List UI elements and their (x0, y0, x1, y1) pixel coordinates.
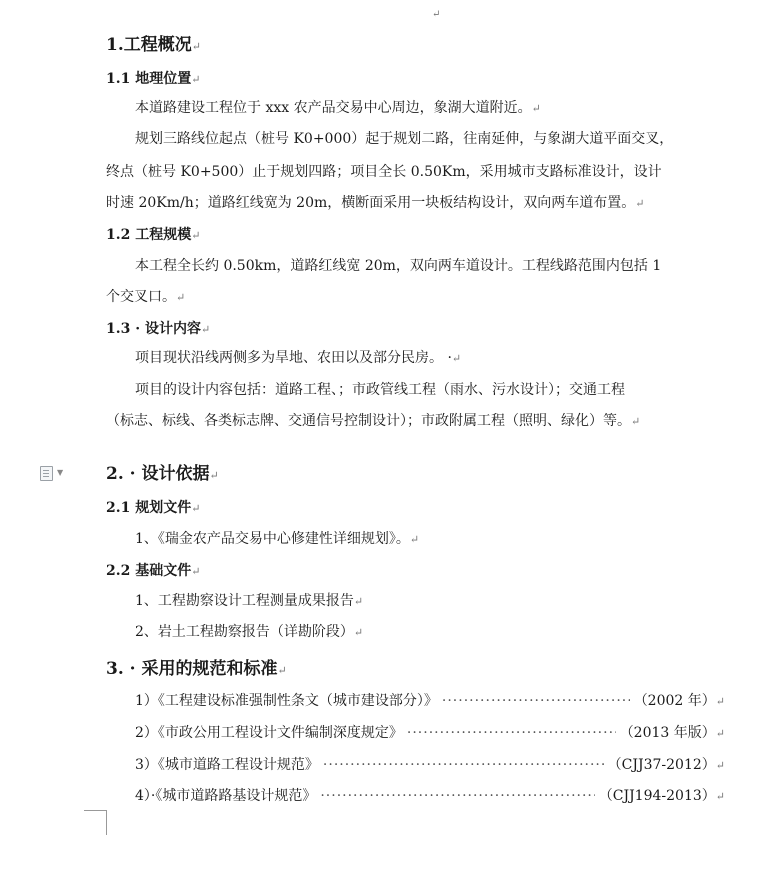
document-icon[interactable] (40, 466, 53, 481)
paragraph: 终点（桩号 K0+500）止于规划四路；项目全长 0.50Km，采用城市支路标准设计，设计 (106, 164, 662, 180)
list-item: 1、工程勘察设计工程测量成果报告↵ (135, 593, 364, 609)
paragraph: 本工程全长约 0.50km，道路红线宽 20m，双向两车道设计。工程线路范围内包括 1 (135, 258, 662, 274)
page-corner-mark (84, 810, 107, 835)
list-item: 2、岩土工程勘察报告（详勘阶段）↵ (135, 624, 364, 640)
heading-2-2: 2.2 基础文件↵ (106, 563, 201, 579)
paragraph: （标志、标线、各类标志牌、交通信号控制设计）；市政附属工程（照明、绿化）等。↵ (106, 413, 641, 429)
paragraph: 项目现状沿线两侧多为旱地、农田以及部分民房。 ·↵ (135, 350, 462, 366)
paragraph-mark-icon: ↵ (432, 9, 441, 20)
paragraph: 个交叉口。↵ (106, 289, 186, 305)
paragraph: 规划三路线位起点（桩号 K0+000）起于规划二路，往南延伸，与象湖大道平面交叉， (135, 131, 674, 147)
heading-1-2: 1.2 工程规模↵ (106, 227, 201, 243)
standard-item: 2）《市政公用工程设计文件编制深度规定》 ····· （2013 年版） ↵ (135, 722, 725, 742)
heading-1: 1.工程概况↵ (106, 35, 201, 55)
heading-3: 3. · 采用的规范和标准↵ (106, 659, 287, 679)
heading-2-1: 2.1 规划文件↵ (106, 500, 201, 516)
standard-item: 1）《工程建设标准强制性条文（城市建设部分）》 ····· （2002 年） ↵ (135, 690, 725, 710)
heading-2: 2. · 设计依据↵ (106, 464, 219, 484)
list-item: 1、《瑞金农产品交易中心修建性详细规划》。↵ (135, 531, 420, 547)
heading-1-1: 1.1 地理位置↵ (106, 71, 201, 87)
dropdown-caret-icon[interactable]: ▼ (57, 468, 64, 477)
paragraph: 时速 20Km/h；道路红线宽为 20m，横断面采用一块板结构设计，双向两车道布置。↵ (106, 195, 645, 211)
heading-1-3: 1.3 · 设计内容↵ (106, 321, 211, 337)
standard-item: 3）《城市道路工程设计规范》 ····· （CJJ37-2012） ↵ (135, 754, 725, 774)
paragraph: 项目的设计内容包括：道路工程、；市政管线工程（雨水、污水设计）；交通工程 (135, 382, 625, 398)
paragraph: 本道路建设工程位于 xxx 农产品交易中心周边，象湖大道附近。↵ (135, 100, 541, 116)
standard-item: 4）·《城市道路路基设计规范》 ····· （CJJ194-2013） ↵ (135, 785, 725, 805)
